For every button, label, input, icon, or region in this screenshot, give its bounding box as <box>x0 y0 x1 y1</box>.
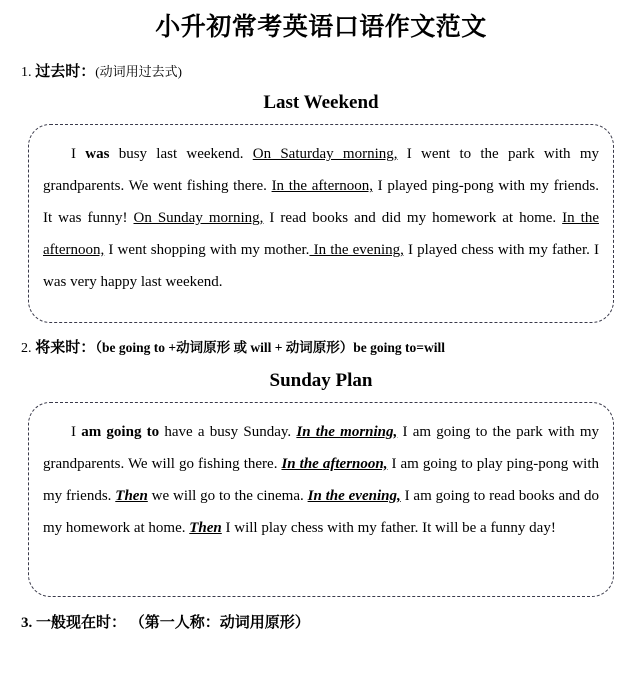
essay-fragment: was <box>85 146 110 163</box>
essay-fragment: I went to the park with my grandparents. We went fishing there. <box>43 146 599 195</box>
essay-fragment: I am going to play ping-pong with my friends. <box>43 455 599 504</box>
essay-fragment: I played ping-pong with my friends. It was funny! <box>43 178 599 227</box>
essay-fragment: Then <box>115 487 148 504</box>
essay-fragment: In the afternoon, <box>271 178 373 195</box>
section-note-1: (动词用过去式) <box>95 63 182 79</box>
essay-fragment: I went shopping with my mother. <box>104 242 310 259</box>
essay-fragment: I am going to read books and do my homework at home. <box>43 487 599 536</box>
essay-fragment: we will go to the cinema. <box>147 487 308 504</box>
essay-box-sunday-plan <box>28 402 614 597</box>
essay-fragment: In the evening, <box>307 487 401 504</box>
section-label-3: 一般现在时： <box>36 614 127 631</box>
essay-fragment: In the afternoon, <box>281 455 388 472</box>
section-heading-1 <box>0 63 642 82</box>
section-heading-3 <box>0 614 642 632</box>
section-number-2: 2. <box>21 341 32 357</box>
essay-box-last-weekend <box>28 124 614 323</box>
section-number-1: 1. <box>21 64 32 80</box>
essay-fragment: busy last weekend. <box>109 146 253 163</box>
essay-fragment: In the morning, <box>296 423 398 440</box>
essay-heading-last-weekend: Last Weekend <box>263 92 379 114</box>
section-label-1: 过去时： <box>35 63 96 80</box>
section-note-2: （be going to +动词原形 或 will + 动词原形）be going to=will <box>95 340 445 356</box>
page-title: 小升初常考英语口语作文范文 <box>155 14 487 41</box>
essay-fragment: In the afternoon, <box>43 210 599 259</box>
essay-fragment: On Sunday morning, <box>133 210 264 227</box>
essay-fragment: I <box>71 423 82 440</box>
section-label-2: 将来时： <box>35 340 96 357</box>
essay-body-sunday-plan <box>43 416 599 544</box>
essay-fragment: Then <box>189 519 222 536</box>
essay-body-last-weekend <box>43 138 599 298</box>
essay-fragment: I read books and did my homework at home. <box>263 210 563 227</box>
essay-fragment: am going to <box>81 423 160 440</box>
section-number-3: 3. <box>21 614 33 631</box>
section-note-3: （第一人称：动词用原形） <box>129 614 310 631</box>
essay-fragment: I am going to the park with my grandparents. We will go fishing there. <box>43 423 600 472</box>
section-heading-2 <box>0 339 642 358</box>
essay-fragment: In the evening, <box>309 242 404 259</box>
essay-fragment: have a busy Sunday. <box>159 423 297 440</box>
essay-fragment: I played chess with my father. I was very happy last weekend. <box>43 242 600 291</box>
essay-fragment: I <box>71 146 86 163</box>
document-page <box>0 14 642 686</box>
essay-fragment: On Saturday morning, <box>252 146 398 163</box>
essay-heading-sunday-plan: Sunday Plan <box>269 369 373 391</box>
essay-fragment: I will play chess with my father. It will be a funny day! <box>221 519 556 536</box>
